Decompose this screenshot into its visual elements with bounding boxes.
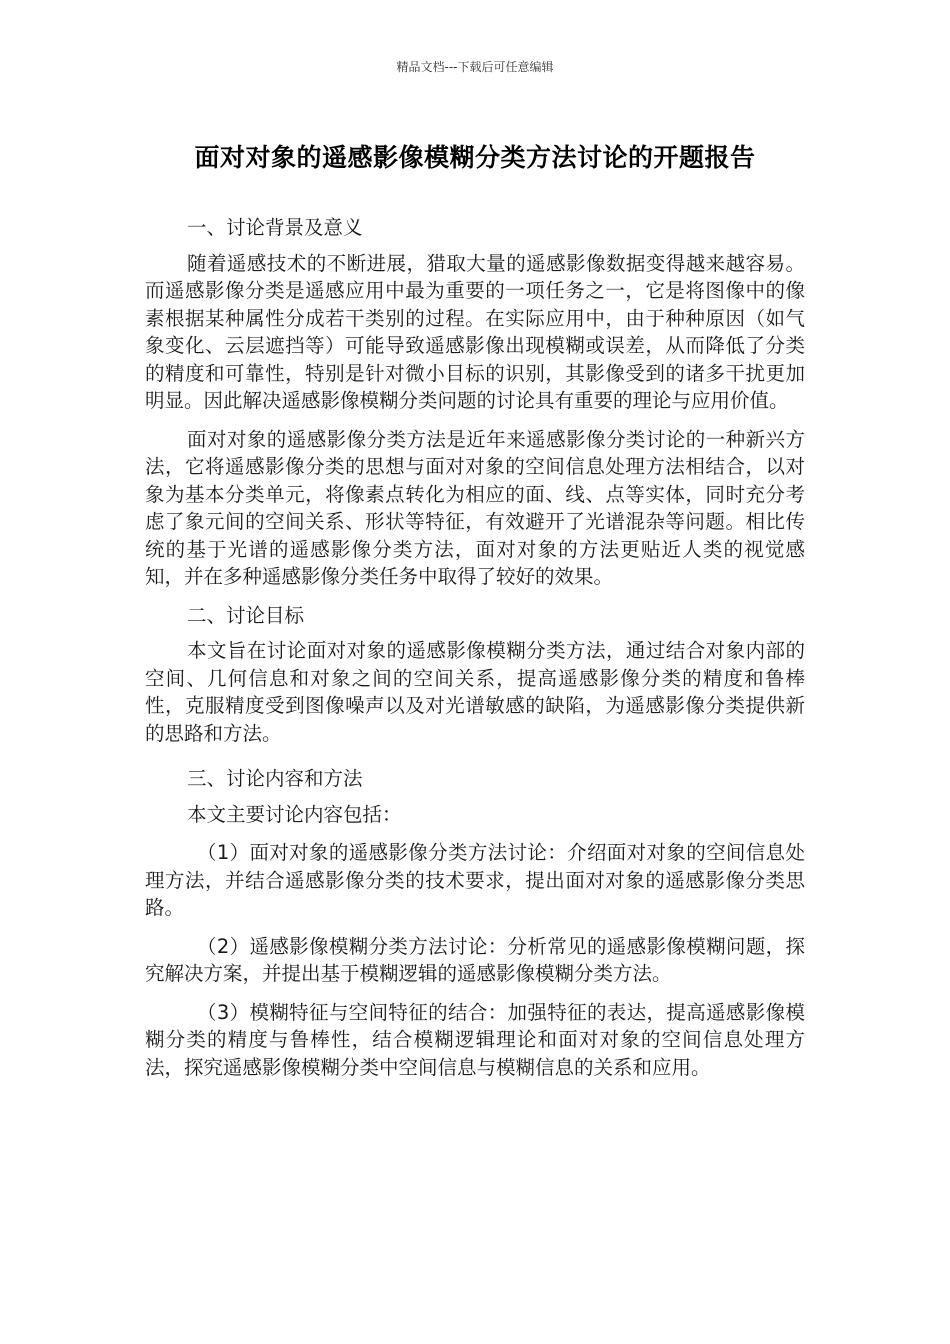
list-item-3: （3）模糊特征与空间特征的结合：加强特征的表达，提高遥感影像模糊分类的精度与鲁棒性，结合模糊逻辑理论和面对对象的空间信息处理方法，探究遥感影像模糊分类中空间信息与模糊信息的关系和应用。 bbox=[145, 1000, 805, 1079]
section-heading-background: 一、讨论背景及意义 bbox=[187, 216, 363, 239]
list-item-1: （1）面对对象的遥感影像分类方法讨论：介绍面对对象的空间信息处理方法，并结合遥感影像分类的技术要求，提出面对对象的遥感影像分类思路。 bbox=[145, 841, 805, 919]
header-note: 精品文档---下载后可任意编辑 bbox=[396, 60, 554, 74]
paragraph-goals: 本文旨在讨论面对对象的遥感影像模糊分类方法，通过结合对象内部的空间、几何信息和对象之间的空间关系，提高遥感影像分类的精度和鲁棒性，克服精度受到图像噪声以及对光谱敏感的缺陷，为遥感影像分类提供新的思路和方法。 bbox=[145, 639, 805, 745]
list-item-2: （2）遥感影像模糊分类方法讨论：分析常见的遥感影像模糊问题，探究解决方案，并提出基于模糊逻辑的遥感影像模糊分类方法。 bbox=[145, 934, 805, 985]
section-heading-goals: 二、讨论目标 bbox=[187, 603, 305, 627]
paragraph-content-intro: 本文主要讨论内容包括： bbox=[187, 802, 402, 826]
section-heading-content-methods: 三、讨论内容和方法 bbox=[187, 767, 363, 790]
document-body bbox=[145, 214, 805, 1092]
paragraph-background-1: 随着遥感技术的不断进展，猎取大量的遥感影像数据变得越来越容易。而遥感影像分类是遥感应用中最为重要的一项任务之一，它是将图像中的像素根据某种属性分成若干类别的过程。在实际应用中，由于种种原因（如气象变化、云层遮挡等）可能导致遥感影像出现模糊或误差，从而降低了分类的精度和可靠性，特别是针对微小目标的识别，其影像受到的诸多干扰更加明显。因此解决遥感影像模糊分类问题的讨论具有重要的理论与应用价值。 bbox=[145, 251, 805, 412]
paragraph-background-2: 面对对象的遥感影像分类方法是近年来遥感影像分类讨论的一种新兴方法，它将遥感影像分类的思想与面对对象的空间信息处理方法相结合，以对象为基本分类单元，将像素点转化为相应的面、线、点等实体，同时充分考虑了象元间的空间关系、形状等特征，有效避开了光谱混杂等问题。相比传统的基于光谱的遥感影像分类方法，面对对象的方法更贴近人类的视觉感知，并在多种遥感影像分类任务中取得了较好的效果。 bbox=[145, 427, 805, 588]
document-title: 面对对象的遥感影像模糊分类方法讨论的开题报告 bbox=[194, 143, 756, 172]
